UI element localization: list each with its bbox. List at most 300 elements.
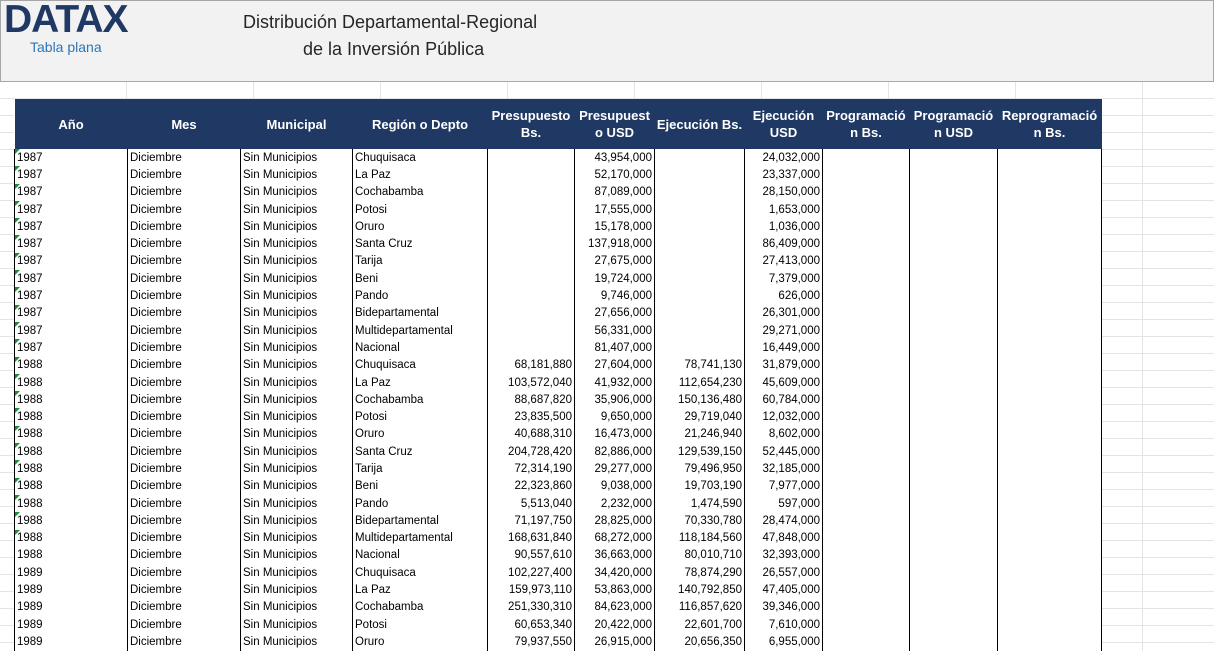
cell-region[interactable]: Chuquisaca <box>353 564 488 581</box>
cell-programacion-usd[interactable] <box>910 322 998 339</box>
cell-municipal[interactable]: Sin Municipios <box>241 495 353 512</box>
cell-region[interactable]: Nacional <box>353 547 488 564</box>
cell-ano[interactable]: 1988 <box>15 443 128 460</box>
cell-mes[interactable]: Diciembre <box>128 426 241 443</box>
cell-programacion-usd[interactable] <box>910 512 998 529</box>
cell-municipal[interactable]: Sin Municipios <box>241 322 353 339</box>
cell-mes[interactable]: Diciembre <box>128 322 241 339</box>
cell-municipal[interactable]: Sin Municipios <box>241 391 353 408</box>
cell-programacion-usd[interactable] <box>910 305 998 322</box>
cell-presupuesto-usd[interactable]: 20,422,000 <box>575 616 655 633</box>
cell-ejecucion-usd[interactable]: 28,150,000 <box>745 184 823 201</box>
cell-programacion-usd[interactable] <box>910 460 998 477</box>
cell-ejecucion-bs[interactable] <box>655 287 745 304</box>
cell-municipal[interactable]: Sin Municipios <box>241 460 353 477</box>
cell-programacion-bs[interactable] <box>823 581 910 598</box>
cell-presupuesto-bs[interactable] <box>488 270 575 287</box>
cell-ejecucion-bs[interactable] <box>655 339 745 356</box>
cell-ejecucion-bs[interactable]: 22,601,700 <box>655 616 745 633</box>
cell-mes[interactable]: Diciembre <box>128 581 241 598</box>
cell-programacion-usd[interactable] <box>910 547 998 564</box>
cell-region[interactable]: Nacional <box>353 339 488 356</box>
cell-ejecucion-bs[interactable]: 70,330,780 <box>655 512 745 529</box>
cell-ejecucion-usd[interactable]: 86,409,000 <box>745 235 823 252</box>
cell-reprogramacion-bs[interactable] <box>998 166 1102 183</box>
cell-reprogramacion-bs[interactable] <box>998 633 1102 650</box>
cell-ano[interactable]: 1988 <box>15 374 128 391</box>
cell-reprogramacion-bs[interactable] <box>998 305 1102 322</box>
cell-mes[interactable]: Diciembre <box>128 218 241 235</box>
cell-programacion-usd[interactable] <box>910 408 998 425</box>
cell-presupuesto-bs[interactable]: 71,197,750 <box>488 512 575 529</box>
cell-ano[interactable]: 1989 <box>15 616 128 633</box>
cell-reprogramacion-bs[interactable] <box>998 322 1102 339</box>
cell-reprogramacion-bs[interactable] <box>998 460 1102 477</box>
cell-municipal[interactable]: Sin Municipios <box>241 564 353 581</box>
cell-ano[interactable]: 1988 <box>15 530 128 547</box>
cell-region[interactable]: Oruro <box>353 633 488 650</box>
cell-municipal[interactable]: Sin Municipios <box>241 201 353 218</box>
cell-presupuesto-bs[interactable] <box>488 253 575 270</box>
cell-presupuesto-bs[interactable]: 22,323,860 <box>488 478 575 495</box>
cell-ejecucion-usd[interactable]: 12,032,000 <box>745 408 823 425</box>
cell-reprogramacion-bs[interactable] <box>998 530 1102 547</box>
cell-programacion-usd[interactable] <box>910 253 998 270</box>
cell-presupuesto-usd[interactable]: 9,650,000 <box>575 408 655 425</box>
cell-mes[interactable]: Diciembre <box>128 408 241 425</box>
cell-mes[interactable]: Diciembre <box>128 149 241 166</box>
cell-presupuesto-bs[interactable]: 103,572,040 <box>488 374 575 391</box>
cell-ejecucion-bs[interactable]: 79,496,950 <box>655 460 745 477</box>
cell-presupuesto-bs[interactable]: 68,181,880 <box>488 357 575 374</box>
cell-ejecucion-usd[interactable]: 23,337,000 <box>745 166 823 183</box>
cell-region[interactable]: Cochabamba <box>353 391 488 408</box>
cell-reprogramacion-bs[interactable] <box>998 235 1102 252</box>
cell-reprogramacion-bs[interactable] <box>998 616 1102 633</box>
cell-municipal[interactable]: Sin Municipios <box>241 547 353 564</box>
cell-region[interactable]: Potosi <box>353 201 488 218</box>
cell-programacion-usd[interactable] <box>910 287 998 304</box>
cell-ejecucion-usd[interactable]: 45,609,000 <box>745 374 823 391</box>
cell-region[interactable]: Multidepartamental <box>353 530 488 547</box>
cell-mes[interactable]: Diciembre <box>128 460 241 477</box>
cell-reprogramacion-bs[interactable] <box>998 287 1102 304</box>
cell-ano[interactable]: 1988 <box>15 495 128 512</box>
cell-programacion-usd[interactable] <box>910 616 998 633</box>
cell-reprogramacion-bs[interactable] <box>998 426 1102 443</box>
cell-presupuesto-bs[interactable] <box>488 184 575 201</box>
cell-programacion-usd[interactable] <box>910 270 998 287</box>
cell-programacion-bs[interactable] <box>823 305 910 322</box>
cell-reprogramacion-bs[interactable] <box>998 512 1102 529</box>
column-header-reprogramacion-bs[interactable]: Reprogramación Bs. <box>998 99 1102 149</box>
cell-ejecucion-usd[interactable]: 1,653,000 <box>745 201 823 218</box>
cell-ano[interactable]: 1988 <box>15 408 128 425</box>
cell-programacion-bs[interactable] <box>823 616 910 633</box>
cell-presupuesto-bs[interactable]: 72,314,190 <box>488 460 575 477</box>
cell-ejecucion-bs[interactable]: 129,539,150 <box>655 443 745 460</box>
cell-presupuesto-bs[interactable] <box>488 201 575 218</box>
cell-programacion-usd[interactable] <box>910 218 998 235</box>
column-header-presupuesto-bs[interactable]: Presupuesto Bs. <box>488 99 575 149</box>
cell-programacion-bs[interactable] <box>823 184 910 201</box>
cell-municipal[interactable]: Sin Municipios <box>241 184 353 201</box>
column-header-presupuesto-usd[interactable]: Presupuesto USD <box>575 99 655 149</box>
cell-programacion-bs[interactable] <box>823 339 910 356</box>
cell-presupuesto-bs[interactable]: 251,330,310 <box>488 599 575 616</box>
cell-ano[interactable]: 1987 <box>15 270 128 287</box>
cell-municipal[interactable]: Sin Municipios <box>241 339 353 356</box>
cell-mes[interactable]: Diciembre <box>128 166 241 183</box>
cell-presupuesto-usd[interactable]: 27,604,000 <box>575 357 655 374</box>
cell-region[interactable]: Beni <box>353 270 488 287</box>
cell-programacion-bs[interactable] <box>823 495 910 512</box>
cell-ejecucion-usd[interactable]: 28,474,000 <box>745 512 823 529</box>
cell-mes[interactable]: Diciembre <box>128 495 241 512</box>
cell-mes[interactable]: Diciembre <box>128 478 241 495</box>
cell-ejecucion-bs[interactable] <box>655 149 745 166</box>
cell-municipal[interactable]: Sin Municipios <box>241 581 353 598</box>
cell-reprogramacion-bs[interactable] <box>998 374 1102 391</box>
cell-ano[interactable]: 1988 <box>15 391 128 408</box>
cell-municipal[interactable]: Sin Municipios <box>241 149 353 166</box>
cell-municipal[interactable]: Sin Municipios <box>241 443 353 460</box>
cell-ejecucion-usd[interactable]: 32,393,000 <box>745 547 823 564</box>
cell-ejecucion-usd[interactable]: 39,346,000 <box>745 599 823 616</box>
cell-presupuesto-usd[interactable]: 53,863,000 <box>575 581 655 598</box>
cell-ejecucion-bs[interactable] <box>655 305 745 322</box>
cell-municipal[interactable]: Sin Municipios <box>241 633 353 650</box>
cell-region[interactable]: La Paz <box>353 166 488 183</box>
cell-presupuesto-bs[interactable]: 60,653,340 <box>488 616 575 633</box>
cell-mes[interactable]: Diciembre <box>128 184 241 201</box>
cell-presupuesto-bs[interactable] <box>488 339 575 356</box>
cell-presupuesto-usd[interactable]: 81,407,000 <box>575 339 655 356</box>
cell-reprogramacion-bs[interactable] <box>998 599 1102 616</box>
cell-mes[interactable]: Diciembre <box>128 287 241 304</box>
cell-reprogramacion-bs[interactable] <box>998 547 1102 564</box>
cell-ano[interactable]: 1987 <box>15 201 128 218</box>
cell-region[interactable]: La Paz <box>353 581 488 598</box>
column-header-ano[interactable]: Año <box>15 99 128 149</box>
cell-ejecucion-usd[interactable]: 27,413,000 <box>745 253 823 270</box>
cell-municipal[interactable]: Sin Municipios <box>241 530 353 547</box>
cell-ejecucion-usd[interactable]: 8,602,000 <box>745 426 823 443</box>
cell-region[interactable]: Cochabamba <box>353 599 488 616</box>
cell-programacion-bs[interactable] <box>823 426 910 443</box>
cell-ano[interactable]: 1988 <box>15 512 128 529</box>
cell-programacion-bs[interactable] <box>823 149 910 166</box>
cell-presupuesto-bs[interactable]: 88,687,820 <box>488 391 575 408</box>
cell-presupuesto-usd[interactable]: 9,746,000 <box>575 287 655 304</box>
cell-ejecucion-bs[interactable]: 78,741,130 <box>655 357 745 374</box>
cell-presupuesto-usd[interactable]: 15,178,000 <box>575 218 655 235</box>
cell-reprogramacion-bs[interactable] <box>998 478 1102 495</box>
cell-municipal[interactable]: Sin Municipios <box>241 426 353 443</box>
cell-presupuesto-bs[interactable] <box>488 166 575 183</box>
cell-ejecucion-bs[interactable]: 140,792,850 <box>655 581 745 598</box>
cell-ano[interactable]: 1989 <box>15 581 128 598</box>
cell-region[interactable]: Oruro <box>353 218 488 235</box>
cell-presupuesto-usd[interactable]: 29,277,000 <box>575 460 655 477</box>
cell-programacion-usd[interactable] <box>910 599 998 616</box>
cell-mes[interactable]: Diciembre <box>128 564 241 581</box>
column-header-region[interactable]: Región o Depto <box>353 99 488 149</box>
cell-ejecucion-bs[interactable]: 116,857,620 <box>655 599 745 616</box>
cell-presupuesto-bs[interactable]: 102,227,400 <box>488 564 575 581</box>
cell-mes[interactable]: Diciembre <box>128 253 241 270</box>
cell-mes[interactable]: Diciembre <box>128 270 241 287</box>
cell-mes[interactable]: Diciembre <box>128 391 241 408</box>
cell-programacion-bs[interactable] <box>823 599 910 616</box>
cell-ejecucion-usd[interactable]: 7,379,000 <box>745 270 823 287</box>
cell-presupuesto-usd[interactable]: 36,663,000 <box>575 547 655 564</box>
cell-presupuesto-bs[interactable]: 79,937,550 <box>488 633 575 650</box>
cell-reprogramacion-bs[interactable] <box>998 391 1102 408</box>
cell-region[interactable]: Pando <box>353 495 488 512</box>
column-header-mes[interactable]: Mes <box>128 99 241 149</box>
cell-region[interactable]: Bidepartamental <box>353 512 488 529</box>
cell-programacion-bs[interactable] <box>823 201 910 218</box>
cell-region[interactable]: Oruro <box>353 426 488 443</box>
cell-programacion-bs[interactable] <box>823 564 910 581</box>
cell-ano[interactable]: 1988 <box>15 426 128 443</box>
cell-ejecucion-bs[interactable] <box>655 270 745 287</box>
cell-ejecucion-usd[interactable]: 1,036,000 <box>745 218 823 235</box>
cell-programacion-bs[interactable] <box>823 478 910 495</box>
cell-presupuesto-usd[interactable]: 68,272,000 <box>575 530 655 547</box>
cell-presupuesto-usd[interactable]: 2,232,000 <box>575 495 655 512</box>
cell-presupuesto-usd[interactable]: 9,038,000 <box>575 478 655 495</box>
cell-region[interactable]: Potosi <box>353 616 488 633</box>
cell-ejecucion-bs[interactable]: 29,719,040 <box>655 408 745 425</box>
cell-programacion-usd[interactable] <box>910 201 998 218</box>
cell-presupuesto-usd[interactable]: 56,331,000 <box>575 322 655 339</box>
cell-municipal[interactable]: Sin Municipios <box>241 287 353 304</box>
cell-ejecucion-bs[interactable]: 150,136,480 <box>655 391 745 408</box>
cell-programacion-bs[interactable] <box>823 322 910 339</box>
cell-region[interactable]: Cochabamba <box>353 184 488 201</box>
cell-programacion-bs[interactable] <box>823 443 910 460</box>
cell-presupuesto-usd[interactable]: 87,089,000 <box>575 184 655 201</box>
cell-reprogramacion-bs[interactable] <box>998 149 1102 166</box>
cell-ejecucion-bs[interactable]: 118,184,560 <box>655 530 745 547</box>
cell-ano[interactable]: 1988 <box>15 547 128 564</box>
cell-mes[interactable]: Diciembre <box>128 357 241 374</box>
cell-presupuesto-usd[interactable]: 16,473,000 <box>575 426 655 443</box>
cell-reprogramacion-bs[interactable] <box>998 495 1102 512</box>
cell-presupuesto-usd[interactable]: 27,656,000 <box>575 305 655 322</box>
cell-presupuesto-usd[interactable]: 27,675,000 <box>575 253 655 270</box>
cell-presupuesto-bs[interactable]: 40,688,310 <box>488 426 575 443</box>
cell-presupuesto-bs[interactable]: 168,631,840 <box>488 530 575 547</box>
cell-programacion-usd[interactable] <box>910 495 998 512</box>
cell-ejecucion-usd[interactable]: 26,557,000 <box>745 564 823 581</box>
cell-municipal[interactable]: Sin Municipios <box>241 478 353 495</box>
cell-ejecucion-bs[interactable]: 1,474,590 <box>655 495 745 512</box>
cell-ejecucion-usd[interactable]: 52,445,000 <box>745 443 823 460</box>
cell-presupuesto-bs[interactable] <box>488 322 575 339</box>
cell-ejecucion-bs[interactable] <box>655 166 745 183</box>
cell-presupuesto-bs[interactable]: 204,728,420 <box>488 443 575 460</box>
cell-ano[interactable]: 1989 <box>15 633 128 650</box>
cell-ano[interactable]: 1987 <box>15 253 128 270</box>
cell-programacion-usd[interactable] <box>910 426 998 443</box>
cell-ejecucion-usd[interactable]: 16,449,000 <box>745 339 823 356</box>
cell-mes[interactable]: Diciembre <box>128 235 241 252</box>
cell-programacion-usd[interactable] <box>910 374 998 391</box>
cell-ano[interactable]: 1988 <box>15 478 128 495</box>
column-header-programacion-bs[interactable]: Programación Bs. <box>823 99 910 149</box>
cell-presupuesto-usd[interactable]: 17,555,000 <box>575 201 655 218</box>
cell-programacion-usd[interactable] <box>910 633 998 650</box>
cell-municipal[interactable]: Sin Municipios <box>241 599 353 616</box>
cell-presupuesto-usd[interactable]: 26,915,000 <box>575 633 655 650</box>
cell-ejecucion-usd[interactable]: 47,405,000 <box>745 581 823 598</box>
cell-ejecucion-usd[interactable]: 60,784,000 <box>745 391 823 408</box>
cell-ano[interactable]: 1988 <box>15 357 128 374</box>
cell-municipal[interactable]: Sin Municipios <box>241 166 353 183</box>
cell-mes[interactable]: Diciembre <box>128 547 241 564</box>
cell-programacion-bs[interactable] <box>823 408 910 425</box>
cell-programacion-usd[interactable] <box>910 339 998 356</box>
cell-presupuesto-bs[interactable] <box>488 287 575 304</box>
cell-programacion-bs[interactable] <box>823 357 910 374</box>
cell-programacion-bs[interactable] <box>823 287 910 304</box>
cell-region[interactable]: Beni <box>353 478 488 495</box>
cell-region[interactable]: Chuquisaca <box>353 357 488 374</box>
cell-ejecucion-bs[interactable] <box>655 253 745 270</box>
cell-municipal[interactable]: Sin Municipios <box>241 270 353 287</box>
cell-ejecucion-usd[interactable]: 47,848,000 <box>745 530 823 547</box>
cell-presupuesto-bs[interactable]: 23,835,500 <box>488 408 575 425</box>
cell-region[interactable]: Santa Cruz <box>353 235 488 252</box>
cell-municipal[interactable]: Sin Municipios <box>241 218 353 235</box>
cell-mes[interactable]: Diciembre <box>128 339 241 356</box>
cell-ano[interactable]: 1987 <box>15 218 128 235</box>
cell-programacion-bs[interactable] <box>823 166 910 183</box>
cell-presupuesto-bs[interactable] <box>488 218 575 235</box>
cell-ejecucion-bs[interactable]: 78,874,290 <box>655 564 745 581</box>
cell-mes[interactable]: Diciembre <box>128 305 241 322</box>
cell-ejecucion-usd[interactable]: 626,000 <box>745 287 823 304</box>
cell-ejecucion-usd[interactable]: 32,185,000 <box>745 460 823 477</box>
cell-ano[interactable]: 1987 <box>15 339 128 356</box>
cell-municipal[interactable]: Sin Municipios <box>241 616 353 633</box>
cell-ejecucion-usd[interactable]: 26,301,000 <box>745 305 823 322</box>
cell-ano[interactable]: 1987 <box>15 149 128 166</box>
cell-reprogramacion-bs[interactable] <box>998 253 1102 270</box>
cell-programacion-usd[interactable] <box>910 235 998 252</box>
cell-programacion-usd[interactable] <box>910 184 998 201</box>
cell-municipal[interactable]: Sin Municipios <box>241 305 353 322</box>
cell-reprogramacion-bs[interactable] <box>998 564 1102 581</box>
cell-mes[interactable]: Diciembre <box>128 374 241 391</box>
cell-presupuesto-usd[interactable]: 34,420,000 <box>575 564 655 581</box>
cell-programacion-usd[interactable] <box>910 357 998 374</box>
cell-programacion-usd[interactable] <box>910 581 998 598</box>
column-header-municipal[interactable]: Municipal <box>241 99 353 149</box>
cell-presupuesto-usd[interactable]: 52,170,000 <box>575 166 655 183</box>
column-header-ejecucion-bs[interactable]: Ejecución Bs. <box>655 99 745 149</box>
cell-programacion-bs[interactable] <box>823 235 910 252</box>
cell-presupuesto-bs[interactable] <box>488 305 575 322</box>
cell-ano[interactable]: 1987 <box>15 305 128 322</box>
cell-programacion-bs[interactable] <box>823 633 910 650</box>
cell-presupuesto-bs[interactable]: 90,557,610 <box>488 547 575 564</box>
cell-mes[interactable]: Diciembre <box>128 512 241 529</box>
cell-ejecucion-bs[interactable] <box>655 184 745 201</box>
cell-region[interactable]: Tarija <box>353 253 488 270</box>
cell-ejecucion-bs[interactable]: 80,010,710 <box>655 547 745 564</box>
cell-presupuesto-usd[interactable]: 19,724,000 <box>575 270 655 287</box>
cell-presupuesto-usd[interactable]: 41,932,000 <box>575 374 655 391</box>
cell-ejecucion-usd[interactable]: 31,879,000 <box>745 357 823 374</box>
cell-presupuesto-usd[interactable]: 137,918,000 <box>575 235 655 252</box>
cell-presupuesto-bs[interactable]: 159,973,110 <box>488 581 575 598</box>
cell-programacion-bs[interactable] <box>823 218 910 235</box>
cell-ejecucion-bs[interactable]: 19,703,190 <box>655 478 745 495</box>
cell-mes[interactable]: Diciembre <box>128 616 241 633</box>
cell-ejecucion-usd[interactable]: 6,955,000 <box>745 633 823 650</box>
cell-presupuesto-usd[interactable]: 82,886,000 <box>575 443 655 460</box>
cell-mes[interactable]: Diciembre <box>128 443 241 460</box>
cell-programacion-bs[interactable] <box>823 512 910 529</box>
cell-municipal[interactable]: Sin Municipios <box>241 374 353 391</box>
cell-ejecucion-usd[interactable]: 7,977,000 <box>745 478 823 495</box>
cell-programacion-usd[interactable] <box>910 443 998 460</box>
cell-ano[interactable]: 1987 <box>15 184 128 201</box>
cell-presupuesto-usd[interactable]: 43,954,000 <box>575 149 655 166</box>
cell-ano[interactable]: 1989 <box>15 564 128 581</box>
cell-presupuesto-bs[interactable] <box>488 235 575 252</box>
cell-programacion-usd[interactable] <box>910 530 998 547</box>
cell-programacion-usd[interactable] <box>910 149 998 166</box>
cell-programacion-usd[interactable] <box>910 391 998 408</box>
cell-ano[interactable]: 1988 <box>15 460 128 477</box>
cell-ano[interactable]: 1987 <box>15 235 128 252</box>
cell-programacion-usd[interactable] <box>910 166 998 183</box>
cell-presupuesto-usd[interactable]: 84,623,000 <box>575 599 655 616</box>
cell-programacion-bs[interactable] <box>823 391 910 408</box>
cell-region[interactable]: Chuquisaca <box>353 149 488 166</box>
cell-presupuesto-bs[interactable] <box>488 149 575 166</box>
cell-presupuesto-usd[interactable]: 35,906,000 <box>575 391 655 408</box>
cell-programacion-bs[interactable] <box>823 530 910 547</box>
cell-programacion-bs[interactable] <box>823 270 910 287</box>
cell-reprogramacion-bs[interactable] <box>998 408 1102 425</box>
cell-region[interactable]: Bidepartamental <box>353 305 488 322</box>
cell-presupuesto-usd[interactable]: 28,825,000 <box>575 512 655 529</box>
cell-region[interactable]: La Paz <box>353 374 488 391</box>
cell-reprogramacion-bs[interactable] <box>998 184 1102 201</box>
cell-ejecucion-bs[interactable] <box>655 235 745 252</box>
cell-programacion-bs[interactable] <box>823 374 910 391</box>
cell-ejecucion-usd[interactable]: 29,271,000 <box>745 322 823 339</box>
cell-ejecucion-bs[interactable]: 112,654,230 <box>655 374 745 391</box>
cell-ano[interactable]: 1989 <box>15 599 128 616</box>
cell-municipal[interactable]: Sin Municipios <box>241 253 353 270</box>
cell-ejecucion-bs[interactable]: 20,656,350 <box>655 633 745 650</box>
cell-region[interactable]: Santa Cruz <box>353 443 488 460</box>
cell-region[interactable]: Multidepartamental <box>353 322 488 339</box>
cell-programacion-bs[interactable] <box>823 547 910 564</box>
cell-municipal[interactable]: Sin Municipios <box>241 357 353 374</box>
column-header-programacion-usd[interactable]: Programación USD <box>910 99 998 149</box>
cell-region[interactable]: Pando <box>353 287 488 304</box>
cell-reprogramacion-bs[interactable] <box>998 201 1102 218</box>
cell-ejecucion-bs[interactable] <box>655 201 745 218</box>
